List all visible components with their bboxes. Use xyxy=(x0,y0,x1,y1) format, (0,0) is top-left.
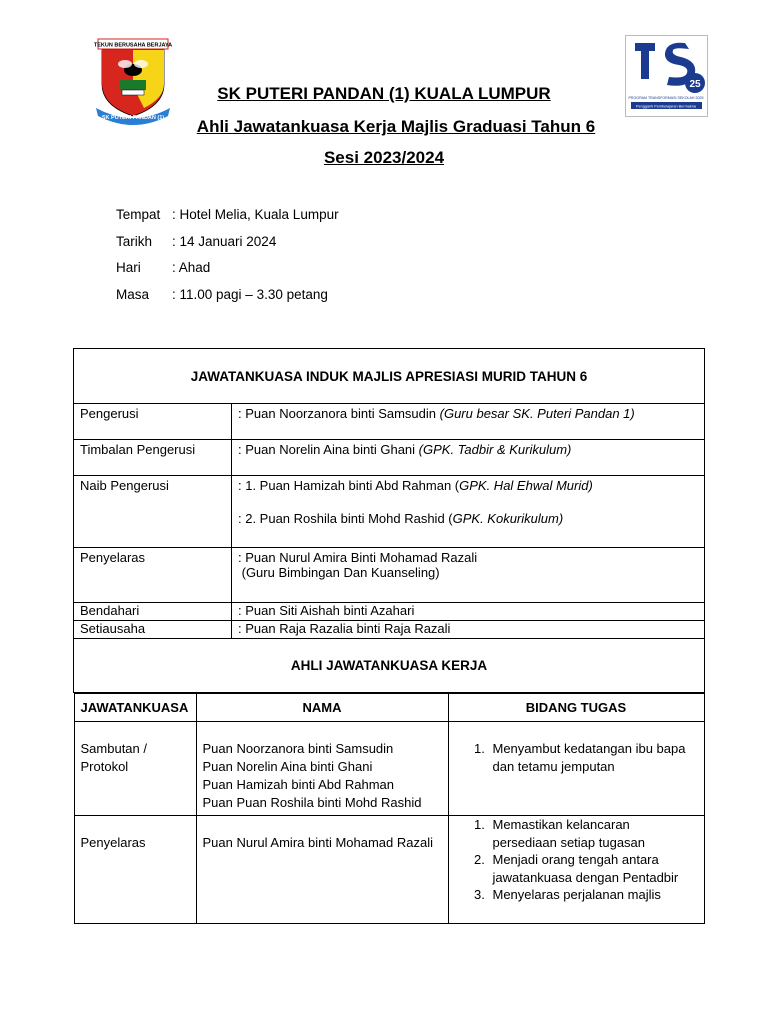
ts25-caption: PROGRAM TRANSFORMASI SEKOLAH 2025 xyxy=(628,96,704,100)
ts25-footer: Pengganti Pembelajaran Bermakna xyxy=(636,104,696,109)
info-key: Masa xyxy=(116,287,150,302)
committee-table xyxy=(73,348,705,924)
task-list: 1. Menyambut kedatangan ibu bapa dan tetamu jemputan xyxy=(448,722,704,816)
role-label: Penyelaras xyxy=(74,548,232,603)
info-value: : 14 Januari 2024 xyxy=(172,234,277,249)
document-session: Sesi 2023/2024 xyxy=(323,148,445,167)
column-header: NAMA xyxy=(196,694,448,722)
role-label: Pengerusi xyxy=(74,404,232,440)
member-names: Puan Nurul Amira binti Mohamad Razali xyxy=(196,816,448,924)
ts25-number: 25 xyxy=(689,79,701,90)
table-row xyxy=(74,621,705,639)
table-row xyxy=(74,440,705,476)
info-key: Tempat xyxy=(116,207,161,222)
main-committee-heading: JAWATANKUASA INDUK MAJLIS APRESIASI MURID TAHUN 6 xyxy=(74,349,705,404)
task-list: 1. Memastikan kelancaran persediaan setiap tugasan 2. Menjadi orang tengah antara jawatankuasa dengan Pentadbir 3. Menyelaras perjalanan majlis xyxy=(448,816,704,924)
table-row xyxy=(74,603,705,621)
role-label: Setiausaha xyxy=(74,621,232,639)
work-committee-table xyxy=(74,693,705,924)
column-header: JAWATANKUASA xyxy=(74,694,196,722)
info-value: : Hotel Melia, Kuala Lumpur xyxy=(172,207,339,222)
info-row-date xyxy=(116,234,276,249)
work-committee-heading: AHLI JAWATANKUASA KERJA xyxy=(74,639,705,693)
role-label: Naib Pengerusi xyxy=(74,476,232,548)
role-value: : Puan Noorzanora binti Samsudin (Guru besar SK. Puteri Pandan 1) xyxy=(232,404,705,440)
role-label: Bendahari xyxy=(74,603,232,621)
info-row-venue xyxy=(116,207,339,222)
table-row xyxy=(74,816,704,924)
role-value: : 1. Puan Hamizah binti Abd Rahman (GPK. Hal Ehwal Murid) : 2. Puan Roshila binti Mohd Rashid (GPK. Kokurikulum) xyxy=(232,476,705,548)
info-value: : 11.00 pagi – 3.30 petang xyxy=(172,287,328,302)
school-name: SK PUTERI PANDAN (1) KUALA LUMPUR xyxy=(217,84,551,103)
role-value: : Puan Nurul Amira Binti Mohamad Razali (Guru Bimbingan Dan Kuanseling) xyxy=(232,548,705,603)
role-label: Timbalan Pengerusi xyxy=(74,440,232,476)
member-names: Puan Noorzanora binti Samsudin Puan Norelin Aina binti Ghani Puan Hamizah binti Abd Rahman Puan Puan Roshila binti Mohd Rashid xyxy=(196,722,448,816)
table-row xyxy=(74,476,705,548)
column-header: BIDANG TUGAS xyxy=(448,694,704,722)
role-value: : Puan Norelin Aina binti Ghani (GPK. Tadbir & Kurikulum) xyxy=(232,440,705,476)
ts25-logo xyxy=(625,35,708,117)
committee-name: Penyelaras xyxy=(74,816,196,924)
school-crest-logo xyxy=(92,36,174,126)
role-value: : Puan Siti Aishah binti Azahari xyxy=(232,603,705,621)
role-value: : Puan Raja Razalia binti Raja Razali xyxy=(232,621,705,639)
info-value: : Ahad xyxy=(172,260,211,275)
table-row xyxy=(74,404,705,440)
document-title: Ahli Jawatankuasa Kerja Majlis Graduasi Tahun 6 xyxy=(196,117,596,136)
info-row-day xyxy=(116,260,210,275)
info-key: Tarikh xyxy=(116,234,153,249)
crest-banner: SK PUTERI PANDAN (1) xyxy=(101,115,165,121)
table-row xyxy=(74,548,705,603)
info-row-time xyxy=(116,287,328,302)
info-key: Hari xyxy=(116,260,141,275)
crest-motto: TEKUN BERUSAHA BERJAYA xyxy=(93,42,173,49)
committee-name: Sambutan / Protokol xyxy=(74,722,196,816)
table-row xyxy=(74,722,704,816)
